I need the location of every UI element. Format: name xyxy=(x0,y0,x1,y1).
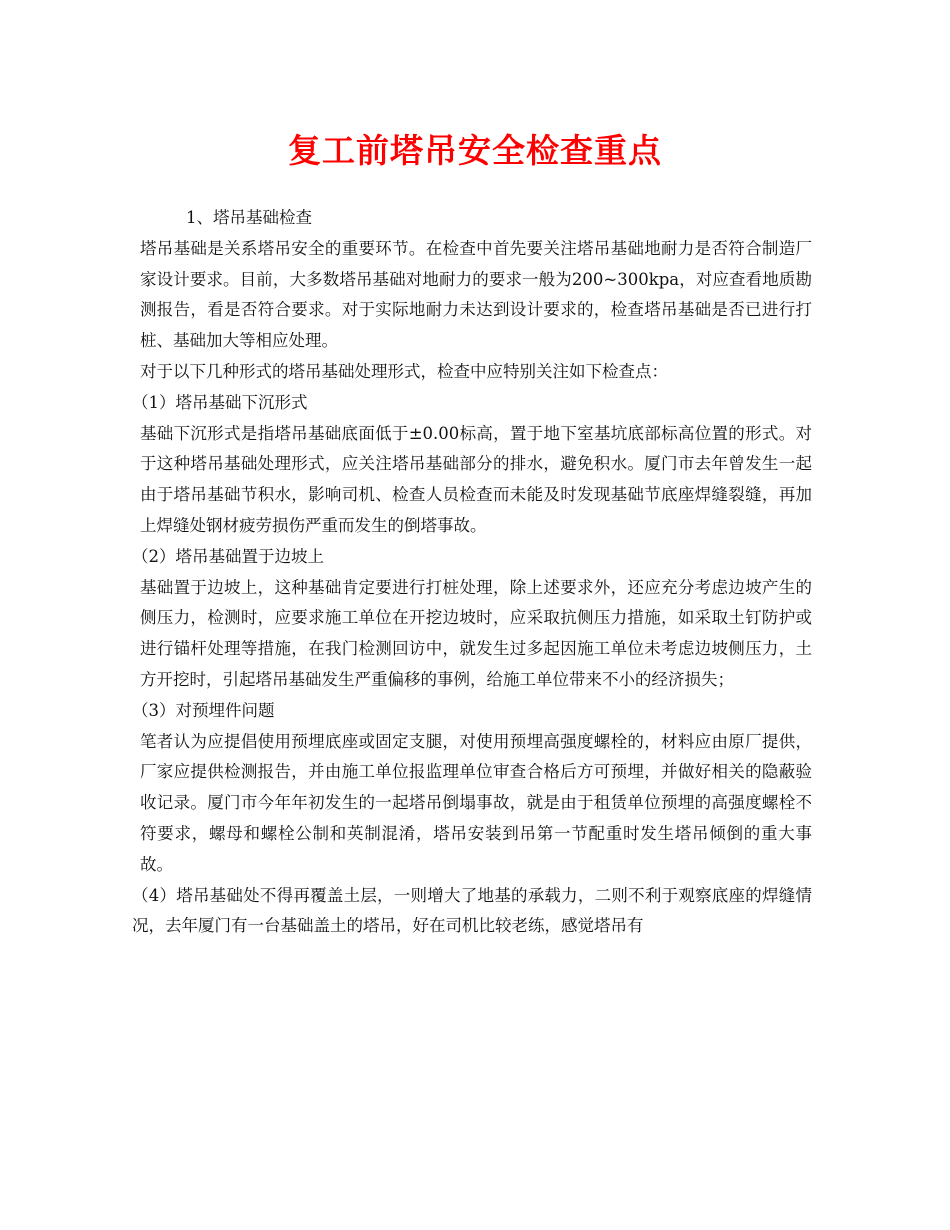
subsection-heading: （1）塔吊基础下沉形式 xyxy=(132,392,308,412)
paragraph: 基础下沉形式是指塔吊基础底面低于±0.00标高，置于地下室基坑底部标高位置的形式。对于这种塔吊基础处理形式，应关注塔吊基础部分的排水，避免积水。厦门市去年曾发生一起由于塔吊基础节积水，影响司机、检查人员检查而未能及时发现基础节底座焊缝裂缝，再加上焊缝处钢材疲劳损伤严重而发生的倒塔事故。 xyxy=(140,423,812,535)
document-title: 复工前塔吊安全检查重点 xyxy=(288,131,662,170)
subsection-heading: （2）塔吊基础置于边坡上 xyxy=(132,546,324,566)
section-heading: 1、塔吊基础检查 xyxy=(186,208,312,227)
paragraph: 笔者认为应提倡使用预埋底座或固定支腿，对使用预埋高强度螺栓的，材料应由原厂提供，厂家应提供检测报告，并由施工单位报监理单位审查合格后方可预埋，并做好相关的隐蔽验收记录。厦门市今年年初发生的一起塔吊倒塌事故，就是由于租赁单位预埋的高强度螺栓不符要求，螺母和螺栓公制和英制混淆，塔吊安装到吊第一节配重时发生塔吊倾倒的重大事故。 xyxy=(140,731,812,874)
paragraph: （4）塔吊基础处不得再覆盖土层，一则增大了地基的承载力，二则不利于观察底座的焊缝情况，去年厦门有一台基础盖土的塔吊，好在司机比较老练，感觉塔吊有 xyxy=(132,885,812,936)
document-body xyxy=(132,203,812,942)
subsection-heading: （3）对预埋件问题 xyxy=(132,700,275,720)
paragraph: 对于以下几种形式的塔吊基础处理形式，检查中应特别关注如下检查点： xyxy=(140,361,668,381)
paragraph: 基础置于边坡上，这种基础肯定要进行打桩处理，除上述要求外，还应充分考虑边坡产生的侧压力，检测时，应要求施工单位在开挖边坡时，应采取抗侧压力措施，如采取土钉防护或进行锚杆处理等措施，在我门检测回访中，就发生过多起因施工单位未考虑边坡侧压力，土方开挖时，引起塔吊基础发生严重偏移的事例，给施工单位带来不小的经济损失； xyxy=(140,577,812,689)
paragraph: 塔吊基础是关系塔吊安全的重要环节。在检查中首先要关注塔吊基础地耐力是否符合制造厂家设计要求。目前，大多数塔吊基础对地耐力的要求一般为200~300kpa，对应查看地质勘测报告，看是否符合要求。对于实际地耐力未达到设计要求的，检查塔吊基础是否已进行打桩、基础加大等相应处理。 xyxy=(140,238,812,351)
